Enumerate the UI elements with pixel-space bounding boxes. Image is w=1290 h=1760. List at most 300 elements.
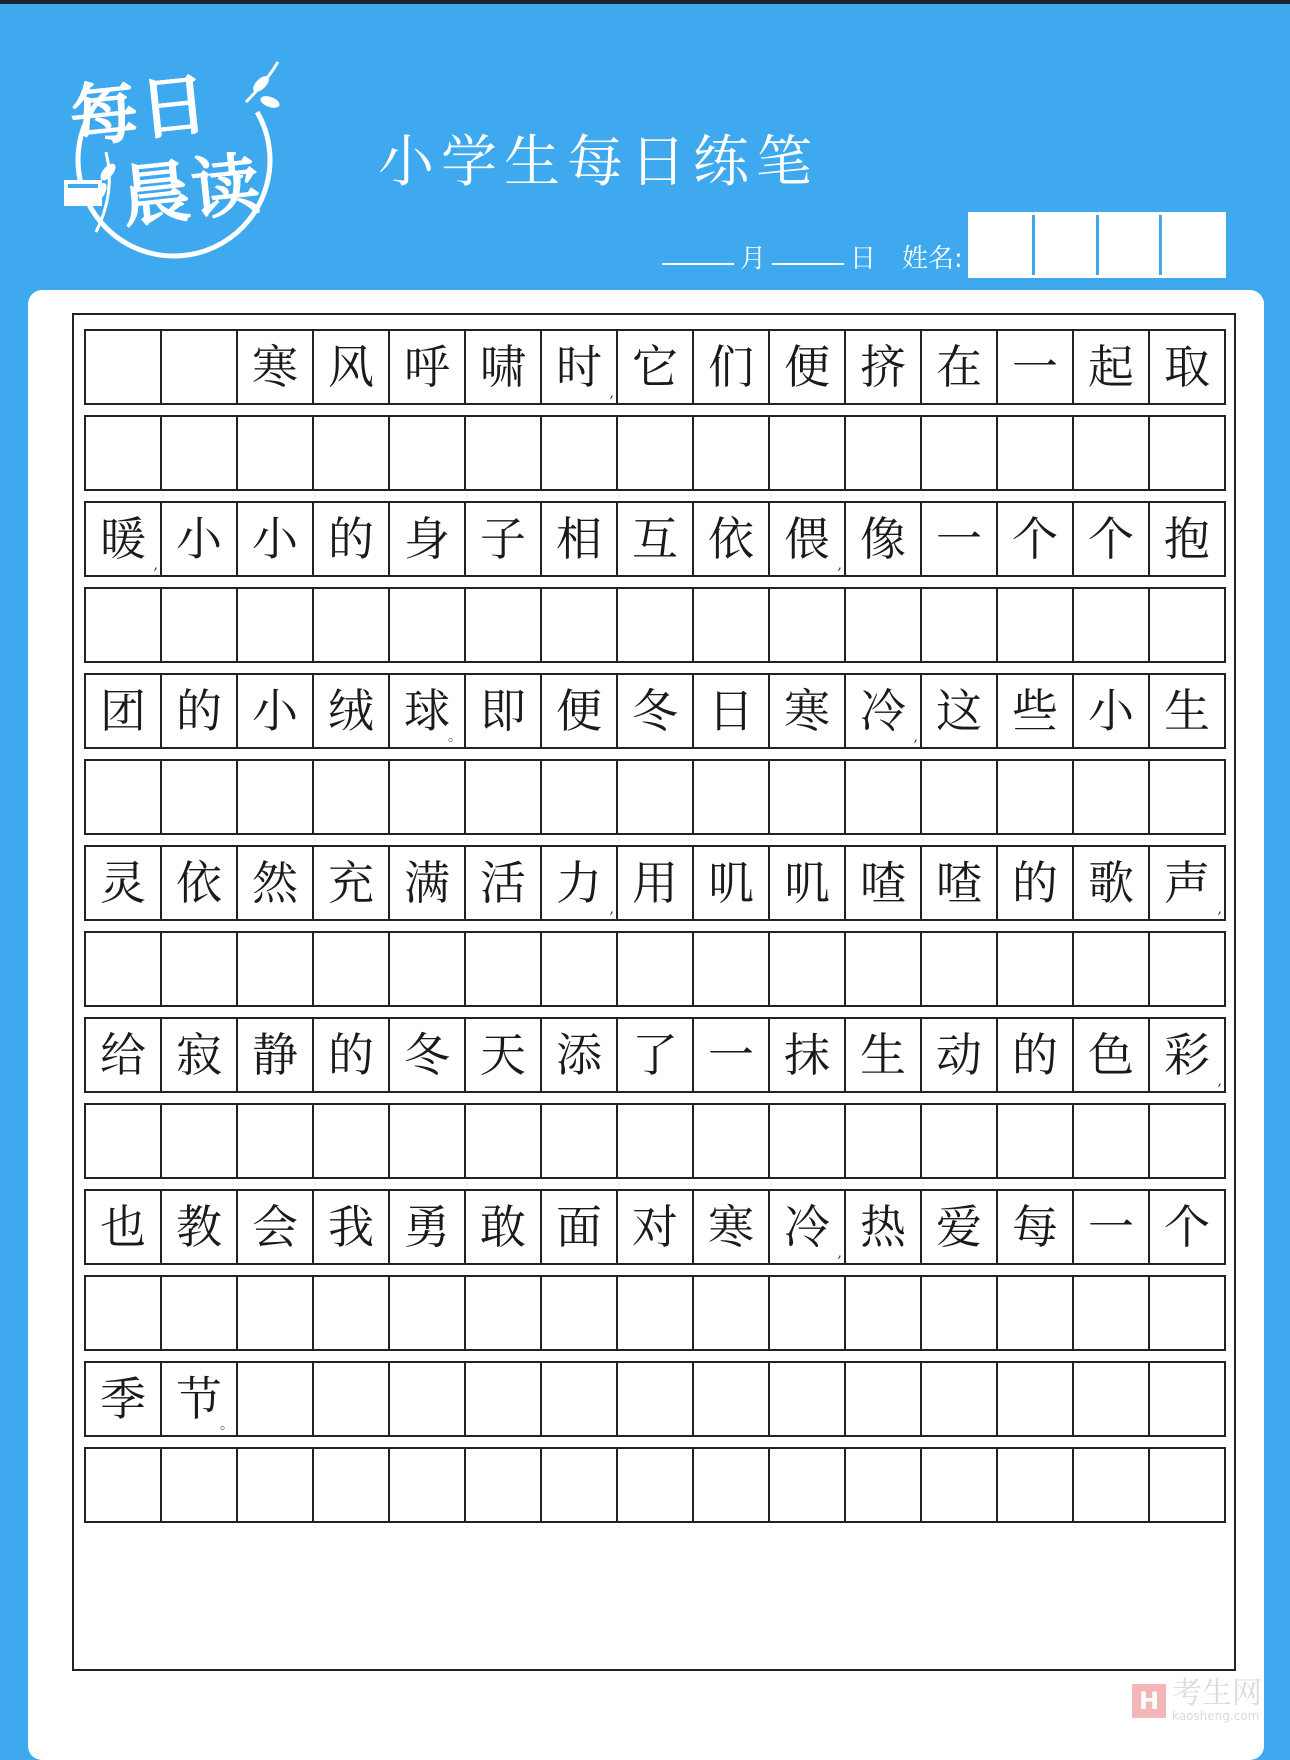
grid-cell[interactable] <box>238 1019 314 1091</box>
grid-cell[interactable] <box>694 1191 770 1263</box>
character: 个 <box>1088 512 1134 566</box>
grid-cell[interactable] <box>998 1449 1074 1521</box>
grid-cell[interactable] <box>694 589 770 661</box>
grid-cell[interactable] <box>542 1105 618 1177</box>
grid-cell[interactable] <box>542 417 618 489</box>
grid-cell[interactable] <box>922 1363 998 1435</box>
grid-cell[interactable] <box>542 847 618 919</box>
grid-cell[interactable] <box>314 847 390 919</box>
grid-cell[interactable] <box>238 1363 314 1435</box>
grid-cell[interactable] <box>466 1105 542 1177</box>
grid-cell[interactable] <box>314 331 390 403</box>
character: 喳 <box>860 856 906 910</box>
grid-cell[interactable] <box>86 1019 162 1091</box>
grid-cell[interactable] <box>390 1019 466 1091</box>
grid-cell[interactable] <box>314 761 390 833</box>
text-row <box>84 1361 1226 1437</box>
grid-cell[interactable] <box>998 1363 1074 1435</box>
grid-cell[interactable] <box>998 847 1074 919</box>
grid-cell[interactable] <box>466 847 542 919</box>
grid-cell[interactable] <box>1150 331 1226 403</box>
grid-cell[interactable] <box>162 1019 238 1091</box>
grid-cell[interactable] <box>846 589 922 661</box>
grid-cell[interactable] <box>86 331 162 403</box>
punctuation-mark: , <box>153 557 158 573</box>
grid-cell[interactable] <box>390 1277 466 1349</box>
blank-row <box>84 587 1226 663</box>
grid-cell[interactable] <box>86 503 162 575</box>
month-label: 月 <box>740 243 767 274</box>
grid-cell[interactable] <box>618 675 694 747</box>
grid-cell[interactable] <box>694 1363 770 1435</box>
grid-cell[interactable] <box>922 761 998 833</box>
grid-cell[interactable] <box>998 503 1074 575</box>
grid-cell[interactable] <box>770 503 846 575</box>
grid-cell[interactable] <box>86 417 162 489</box>
grid-cell[interactable] <box>314 1363 390 1435</box>
grid-cell[interactable] <box>618 933 694 1005</box>
grid-cell[interactable] <box>1074 417 1150 489</box>
grid-cell[interactable] <box>542 933 618 1005</box>
grid-cell[interactable] <box>238 331 314 403</box>
grid-cell[interactable] <box>1150 761 1226 833</box>
character: 抱 <box>1164 512 1210 566</box>
character: 小 <box>252 684 298 738</box>
grid-cell[interactable] <box>618 1449 694 1521</box>
grid-cell[interactable] <box>770 1019 846 1091</box>
grid-cell[interactable] <box>1150 1363 1226 1435</box>
grid-cell[interactable] <box>390 1363 466 1435</box>
grid-cell[interactable] <box>86 1277 162 1349</box>
grid-cell[interactable] <box>846 503 922 575</box>
grid-cell[interactable] <box>998 417 1074 489</box>
grid-cell[interactable] <box>238 1449 314 1521</box>
blank-row <box>84 759 1226 835</box>
grid-cell[interactable] <box>618 503 694 575</box>
grid-cell[interactable] <box>1150 503 1226 575</box>
day-blank[interactable] <box>772 263 844 265</box>
grid-cell[interactable] <box>1150 1019 1226 1091</box>
grid-cell[interactable] <box>162 331 238 403</box>
grid-cell[interactable] <box>314 417 390 489</box>
character: 的 <box>1012 1028 1058 1082</box>
grid-cell[interactable] <box>238 417 314 489</box>
character: 教 <box>176 1200 222 1254</box>
text-row <box>84 1017 1226 1093</box>
grid-cell[interactable] <box>542 1191 618 1263</box>
grid-cell[interactable] <box>922 933 998 1005</box>
grid-cell[interactable] <box>1150 675 1226 747</box>
grid-cell[interactable] <box>466 675 542 747</box>
grid-cell[interactable] <box>466 1191 542 1263</box>
character: 在 <box>936 340 982 394</box>
grid-cell[interactable] <box>770 1105 846 1177</box>
grid-cell[interactable] <box>1150 589 1226 661</box>
grid-cell[interactable] <box>1074 1191 1150 1263</box>
character: 相 <box>556 512 602 566</box>
character: 冷 <box>860 684 906 738</box>
grid-cell[interactable] <box>238 1191 314 1263</box>
grid-cell[interactable] <box>86 1449 162 1521</box>
grid-cell[interactable] <box>770 331 846 403</box>
grid-cell[interactable] <box>1074 1363 1150 1435</box>
grid-cell[interactable] <box>466 761 542 833</box>
grid-cell[interactable] <box>998 761 1074 833</box>
grid-cell[interactable] <box>162 1449 238 1521</box>
character: 灵 <box>100 856 146 910</box>
daily-reading-badge <box>56 42 296 272</box>
character: 些 <box>1012 684 1058 738</box>
character: 生 <box>860 1028 906 1082</box>
grid-cell[interactable] <box>1074 503 1150 575</box>
month-blank[interactable] <box>662 263 734 265</box>
character: 叽 <box>708 856 754 910</box>
grid-cell[interactable] <box>846 1191 922 1263</box>
grid-cell[interactable] <box>846 847 922 919</box>
grid-cell[interactable] <box>162 1277 238 1349</box>
grid-cell[interactable] <box>162 675 238 747</box>
grid-cell[interactable] <box>86 589 162 661</box>
grid-cell[interactable] <box>846 1277 922 1349</box>
character: 我 <box>328 1200 374 1254</box>
grid-cell[interactable] <box>542 1277 618 1349</box>
grid-cell[interactable] <box>694 331 770 403</box>
grid-cell[interactable] <box>542 589 618 661</box>
grid-cell[interactable] <box>1150 1449 1226 1521</box>
grid-cell[interactable] <box>770 1363 846 1435</box>
grid-cell[interactable] <box>542 1363 618 1435</box>
character: 一 <box>936 512 982 566</box>
grid-cell[interactable] <box>162 503 238 575</box>
grid-cell[interactable] <box>162 417 238 489</box>
grid-cell[interactable] <box>998 1019 1074 1091</box>
character: 添 <box>556 1028 602 1082</box>
grid-cell[interactable] <box>922 675 998 747</box>
text-row <box>84 329 1226 405</box>
grid-cell[interactable] <box>846 933 922 1005</box>
grid-cell[interactable] <box>390 1449 466 1521</box>
character: 风 <box>328 340 374 394</box>
watermark-text: 考生网 <box>1172 1676 1262 1711</box>
grid-cell[interactable] <box>694 675 770 747</box>
grid-cell[interactable] <box>1074 933 1150 1005</box>
text-row <box>84 845 1226 921</box>
grid-cell[interactable] <box>770 589 846 661</box>
grid-cell[interactable] <box>770 761 846 833</box>
name-box[interactable] <box>1162 215 1223 275</box>
grid-cell[interactable] <box>162 933 238 1005</box>
grid-cell[interactable] <box>770 1191 846 1263</box>
grid-cell[interactable] <box>694 503 770 575</box>
grid-cell[interactable] <box>618 589 694 661</box>
grid-cell[interactable] <box>922 589 998 661</box>
grid-cell[interactable] <box>542 1019 618 1091</box>
grid-cell[interactable] <box>998 675 1074 747</box>
grid-cell[interactable] <box>770 417 846 489</box>
grid-cell[interactable] <box>694 847 770 919</box>
character: 声 <box>1164 856 1210 910</box>
blank-row <box>84 1447 1226 1523</box>
punctuation-mark: 。 <box>448 729 462 745</box>
character: 每 <box>1012 1200 1058 1254</box>
grid-cell[interactable] <box>390 503 466 575</box>
grid-cell[interactable] <box>1150 847 1226 919</box>
grid-cell[interactable] <box>846 675 922 747</box>
character: 偎 <box>784 512 830 566</box>
grid-cell[interactable] <box>466 589 542 661</box>
grid-cell[interactable] <box>1150 1191 1226 1263</box>
character: 个 <box>1164 1200 1210 1254</box>
character: 子 <box>480 512 526 566</box>
grid-cell[interactable] <box>694 1019 770 1091</box>
punctuation-mark: , <box>837 557 842 573</box>
name-box[interactable] <box>971 215 1035 275</box>
grid-cell[interactable] <box>314 503 390 575</box>
punctuation-mark: 。 <box>220 1417 234 1433</box>
character: 呼 <box>404 340 450 394</box>
character: 叽 <box>784 856 830 910</box>
punctuation-mark: , <box>913 729 918 745</box>
grid-cell[interactable] <box>162 1191 238 1263</box>
grid-cell[interactable] <box>466 331 542 403</box>
grid-cell[interactable] <box>1074 1019 1150 1091</box>
grid-cell[interactable] <box>542 675 618 747</box>
character: 即 <box>480 684 526 738</box>
grid-cell[interactable] <box>1074 1277 1150 1349</box>
grid-cell[interactable] <box>1074 1105 1150 1177</box>
character: 敢 <box>480 1200 526 1254</box>
grid-cell[interactable] <box>922 1105 998 1177</box>
grid-cell[interactable] <box>238 503 314 575</box>
grid-cell[interactable] <box>238 933 314 1005</box>
grid-cell[interactable] <box>770 847 846 919</box>
character: 的 <box>1012 856 1058 910</box>
text-row <box>84 1189 1226 1265</box>
grid-cell[interactable] <box>390 1191 466 1263</box>
grid-cell[interactable] <box>694 761 770 833</box>
grid-cell[interactable] <box>466 503 542 575</box>
grid-cell[interactable] <box>998 1105 1074 1177</box>
character: 彩 <box>1164 1028 1210 1082</box>
grid-cell[interactable] <box>238 1277 314 1349</box>
grid-cell[interactable] <box>846 1363 922 1435</box>
grid-cell[interactable] <box>846 1019 922 1091</box>
grid-cell[interactable] <box>618 417 694 489</box>
grid-cell[interactable] <box>1150 417 1226 489</box>
grid-cell[interactable] <box>770 1277 846 1349</box>
grid-cell[interactable] <box>694 417 770 489</box>
date-name-line <box>656 238 963 274</box>
grid-cell[interactable] <box>922 1191 998 1263</box>
character: 日 <box>708 684 754 738</box>
grid-cell[interactable] <box>998 1277 1074 1349</box>
grid-cell[interactable] <box>390 761 466 833</box>
grid-cell[interactable] <box>922 331 998 403</box>
grid-cell[interactable] <box>542 503 618 575</box>
grid-cell[interactable] <box>1074 761 1150 833</box>
grid-cell[interactable] <box>162 847 238 919</box>
character: 用 <box>632 856 678 910</box>
grid-cell[interactable] <box>238 1105 314 1177</box>
grid-cell[interactable] <box>922 503 998 575</box>
character: 满 <box>404 856 450 910</box>
grid-cell[interactable] <box>770 1449 846 1521</box>
grid-cell[interactable] <box>694 933 770 1005</box>
character: 的 <box>328 512 374 566</box>
grid-cell[interactable] <box>466 933 542 1005</box>
grid-cell[interactable] <box>846 761 922 833</box>
character: 也 <box>100 1200 146 1254</box>
grid-cell[interactable] <box>770 675 846 747</box>
character: 的 <box>176 684 222 738</box>
grid-cell[interactable] <box>162 1363 238 1435</box>
grid-cell[interactable] <box>314 1277 390 1349</box>
grid-cell[interactable] <box>314 675 390 747</box>
grid-cell[interactable] <box>922 847 998 919</box>
grid-cell[interactable] <box>86 1363 162 1435</box>
grid-cell[interactable] <box>390 847 466 919</box>
character: 便 <box>556 684 602 738</box>
grid-cell[interactable] <box>238 589 314 661</box>
grid-cell[interactable] <box>1150 1105 1226 1177</box>
grid-cell[interactable] <box>694 1105 770 1177</box>
character: 啸 <box>480 340 526 394</box>
grid-cell[interactable] <box>618 1277 694 1349</box>
grid-cell[interactable] <box>618 1105 694 1177</box>
character: 依 <box>176 856 222 910</box>
name-box[interactable] <box>1035 215 1099 275</box>
grid-cell[interactable] <box>314 1449 390 1521</box>
character: 寂 <box>176 1028 222 1082</box>
grid-cell[interactable] <box>846 331 922 403</box>
grid-cell[interactable] <box>314 1105 390 1177</box>
grid-cell[interactable] <box>770 933 846 1005</box>
grid-cell[interactable] <box>162 1105 238 1177</box>
grid-cell[interactable] <box>618 1191 694 1263</box>
grid-cell[interactable] <box>390 589 466 661</box>
grid-cell[interactable] <box>846 1105 922 1177</box>
page-title: 小学生每日练笔 <box>378 130 819 195</box>
character: 天 <box>480 1028 526 1082</box>
grid-cell[interactable] <box>694 1449 770 1521</box>
grid-cell[interactable] <box>314 1019 390 1091</box>
grid-cell[interactable] <box>390 417 466 489</box>
character: 充 <box>328 856 374 910</box>
character: 冬 <box>632 684 678 738</box>
grid-cell[interactable] <box>466 1277 542 1349</box>
grid-cell[interactable] <box>314 1191 390 1263</box>
grid-cell[interactable] <box>846 1449 922 1521</box>
character: 冷 <box>784 1200 830 1254</box>
name-box[interactable] <box>1099 215 1163 275</box>
grid-cell[interactable] <box>1074 1449 1150 1521</box>
grid-cell[interactable] <box>998 1191 1074 1263</box>
grid-cell[interactable] <box>542 331 618 403</box>
grid-cell[interactable] <box>998 589 1074 661</box>
grid-cell[interactable] <box>618 847 694 919</box>
grid-cell[interactable] <box>86 847 162 919</box>
day-label: 日 <box>850 243 877 274</box>
character: 时 <box>556 340 602 394</box>
grid-cell[interactable] <box>238 761 314 833</box>
blank-row <box>84 931 1226 1007</box>
grid-cell[interactable] <box>390 933 466 1005</box>
grid-cell[interactable] <box>542 1449 618 1521</box>
grid-cell[interactable] <box>1074 847 1150 919</box>
grid-cell[interactable] <box>238 847 314 919</box>
character: 球 <box>404 684 450 738</box>
grid-cell[interactable] <box>86 1105 162 1177</box>
grid-cell[interactable] <box>922 1019 998 1091</box>
grid-cell[interactable] <box>314 933 390 1005</box>
watermark-sub: kaosheng.com <box>1172 1709 1260 1723</box>
grid-cell[interactable] <box>618 1363 694 1435</box>
character: 依 <box>708 512 754 566</box>
top-edge <box>0 0 1290 4</box>
grid-cell[interactable] <box>466 1449 542 1521</box>
character: 一 <box>708 1028 754 1082</box>
grid-cell[interactable] <box>922 1277 998 1349</box>
character: 小 <box>252 512 298 566</box>
watermark <box>1132 1676 1262 1723</box>
character: 小 <box>1088 684 1134 738</box>
character: 活 <box>480 856 526 910</box>
blank-row <box>84 415 1226 491</box>
grid-cell[interactable] <box>314 589 390 661</box>
grid-cell[interactable] <box>86 761 162 833</box>
character: 抹 <box>784 1028 830 1082</box>
character: 挤 <box>860 340 906 394</box>
watermark-logo: H <box>1132 1684 1166 1718</box>
grid-cell[interactable] <box>86 675 162 747</box>
grid-cell[interactable] <box>162 761 238 833</box>
grid-cell[interactable] <box>390 331 466 403</box>
grid-cell[interactable] <box>390 675 466 747</box>
grid-cell[interactable] <box>466 417 542 489</box>
grid-cell[interactable] <box>846 417 922 489</box>
grid-cell[interactable] <box>618 1019 694 1091</box>
grid-cell[interactable] <box>1074 589 1150 661</box>
grid-cell[interactable] <box>922 1449 998 1521</box>
grid-cell[interactable] <box>162 589 238 661</box>
grid-cell[interactable] <box>86 1191 162 1263</box>
grid-cell[interactable] <box>998 933 1074 1005</box>
character: 绒 <box>328 684 374 738</box>
grid-cell[interactable] <box>390 1105 466 1177</box>
character: 会 <box>252 1200 298 1254</box>
grid-cell[interactable] <box>1150 933 1226 1005</box>
badge-line-1: 每日 <box>66 64 214 159</box>
grid-cell[interactable] <box>238 675 314 747</box>
character: 然 <box>252 856 298 910</box>
grid-cell[interactable] <box>1074 675 1150 747</box>
grid-cell[interactable] <box>618 331 694 403</box>
grid-cell[interactable] <box>1150 1277 1226 1349</box>
character: 节 <box>176 1372 222 1426</box>
grid-cell[interactable] <box>86 933 162 1005</box>
grid-cell[interactable] <box>618 761 694 833</box>
grid-cell[interactable] <box>694 1277 770 1349</box>
grid-cell[interactable] <box>998 331 1074 403</box>
grid-cell[interactable] <box>466 1019 542 1091</box>
character: 便 <box>784 340 830 394</box>
grid-cell[interactable] <box>922 417 998 489</box>
grid-cell[interactable] <box>542 761 618 833</box>
grid-cell[interactable] <box>466 1363 542 1435</box>
character: 们 <box>708 340 754 394</box>
character: 动 <box>936 1028 982 1082</box>
grid-cell[interactable] <box>1074 331 1150 403</box>
